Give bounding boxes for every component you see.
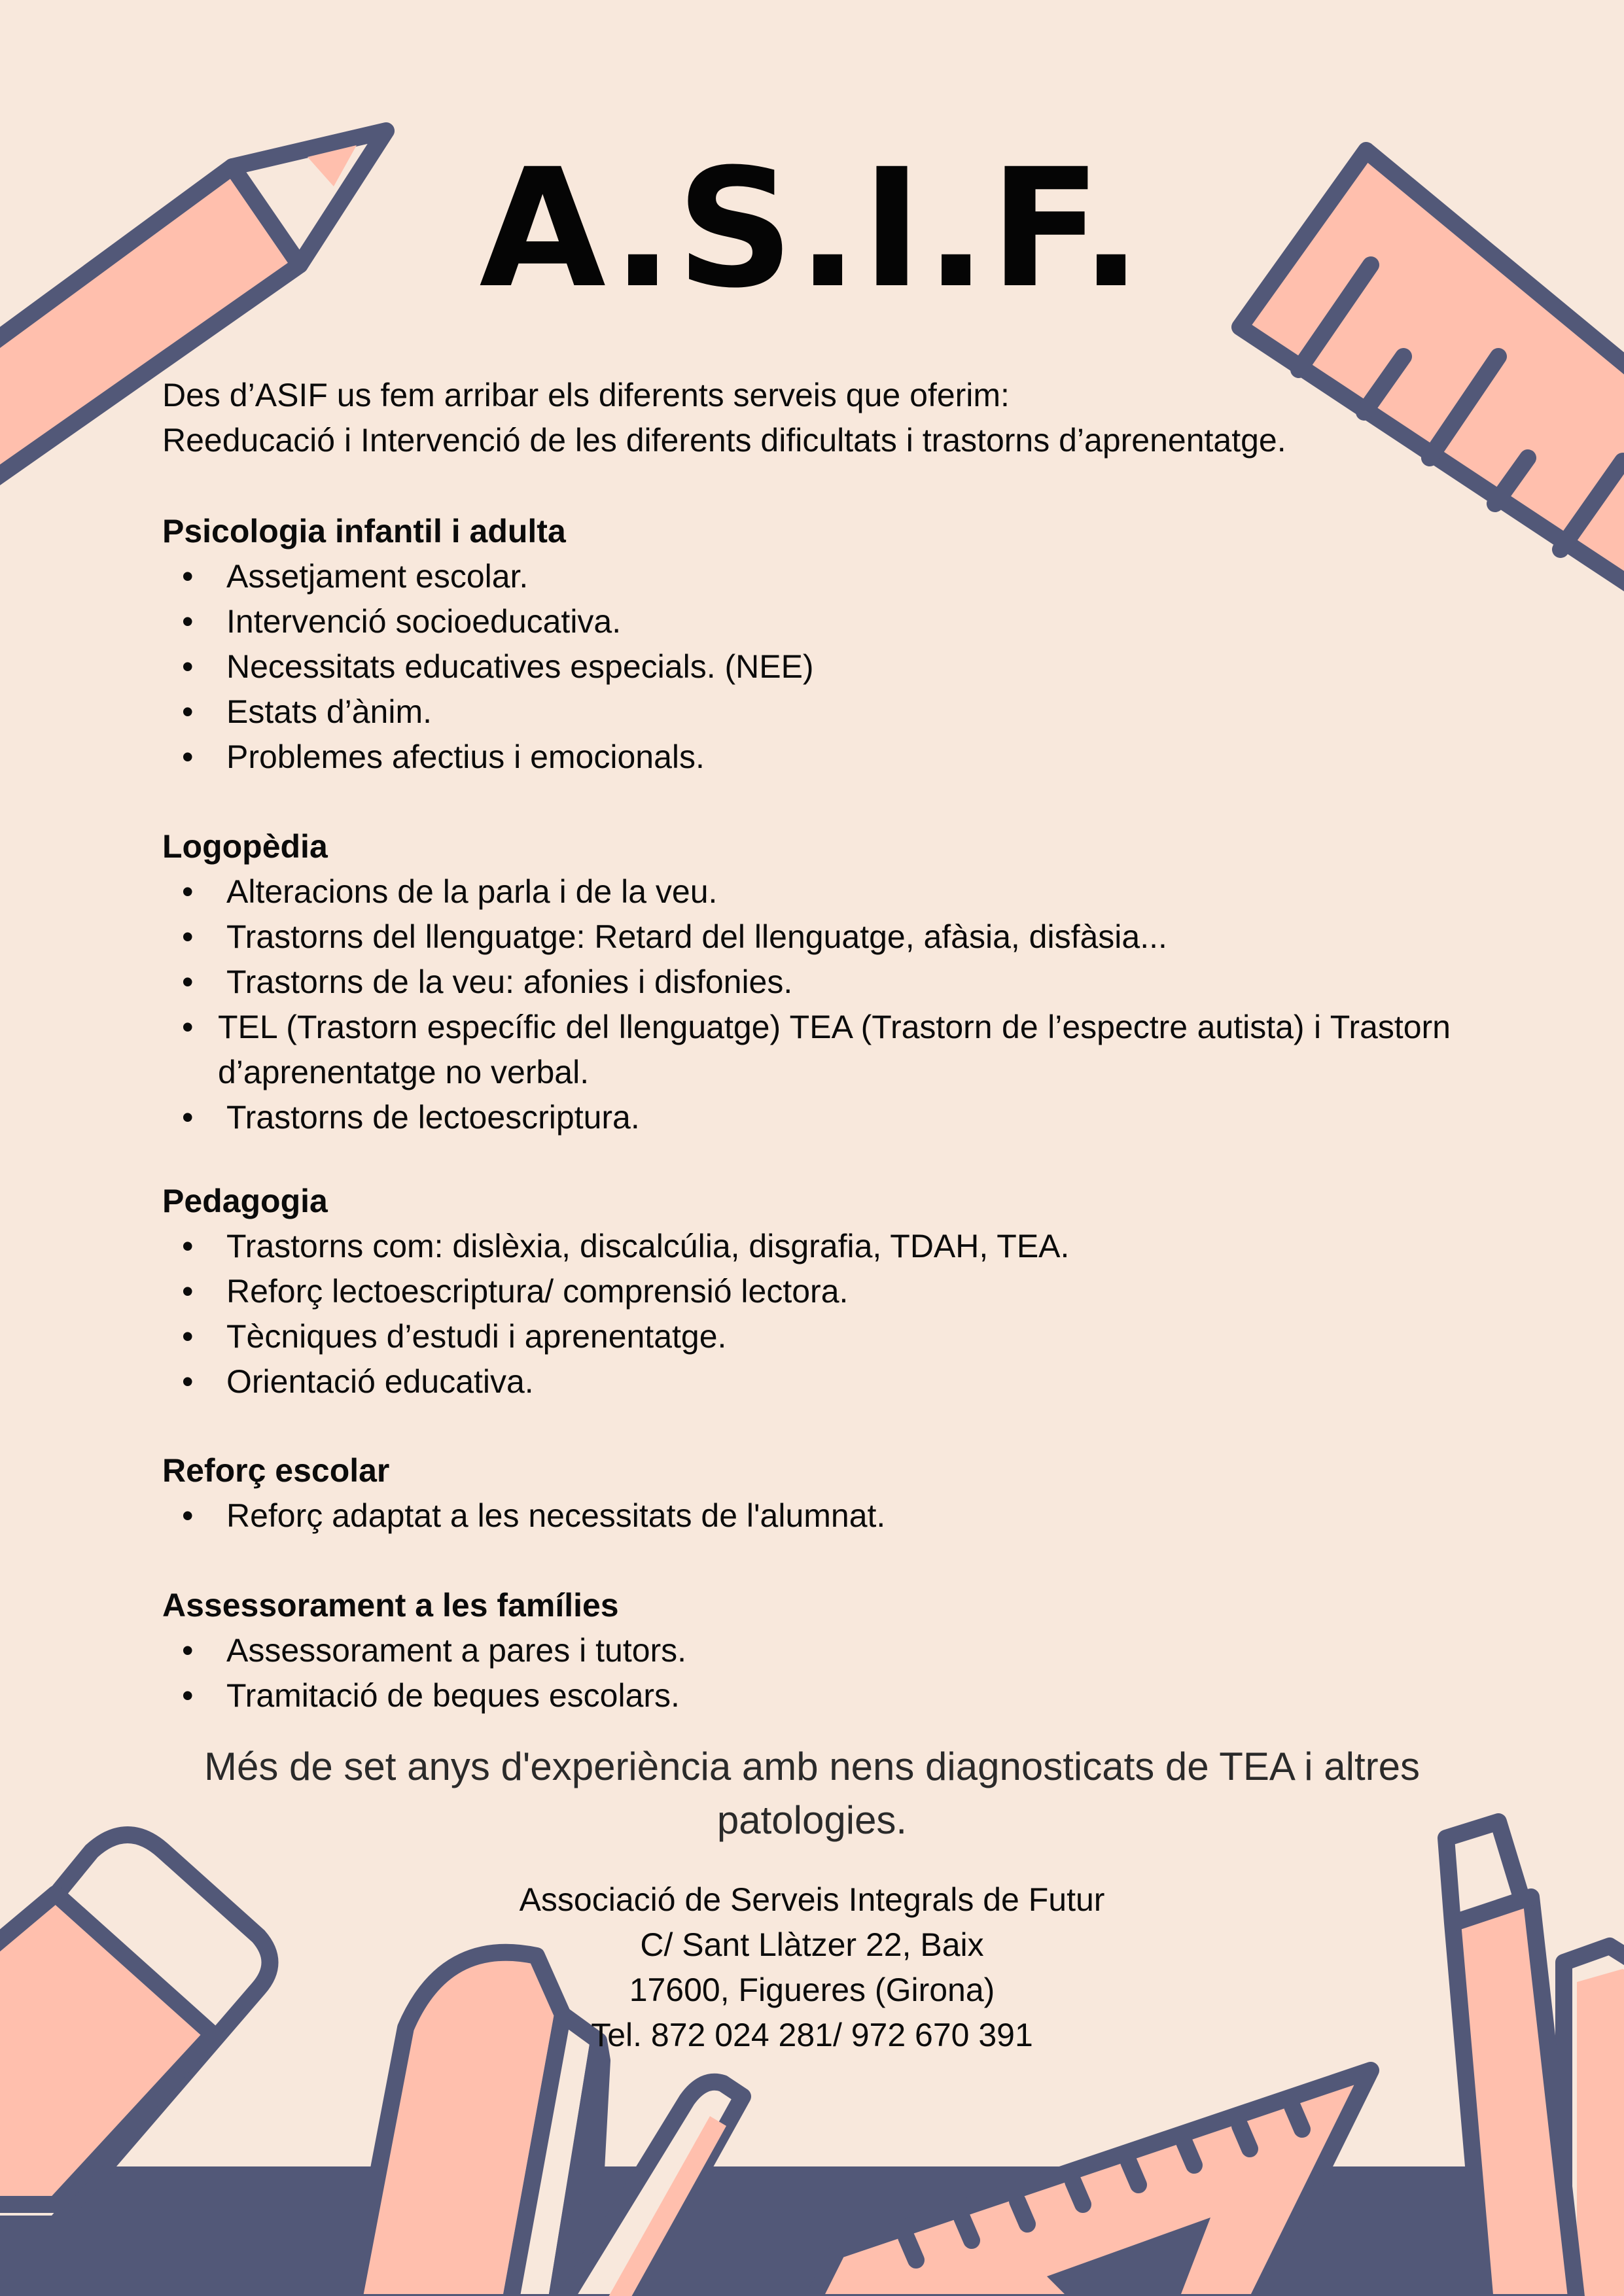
organization-name: Associació de Serveis Integrals de Futur	[519, 1881, 1105, 1918]
bullet-icon: •	[182, 1273, 194, 1310]
section-heading: Reforç escolar	[162, 1452, 390, 1489]
service-list	[162, 554, 1471, 780]
list-item: • Trastorns del llenguatge: Retard del llenguatge, afàsia, disfàsia...	[162, 914, 1471, 960]
experience-tagline	[0, 1740, 1624, 1847]
list-item: • Estats d’ànim.	[162, 689, 1471, 735]
bullet-icon: •	[182, 1632, 194, 1669]
list-item: • Assetjament escolar.	[162, 554, 1471, 599]
section-heading: Assessorament a les famílies	[162, 1587, 619, 1624]
intro-text	[162, 373, 1286, 463]
bullet-icon: •	[182, 1228, 194, 1264]
section-heading: Pedagogia	[162, 1183, 328, 1219]
service-list	[162, 1493, 1471, 1539]
intro-line: Reeducació i Intervenció de les diferents dificultats i trastorns d’aprenentatge.	[162, 422, 1286, 459]
list-item: • Reforç adaptat a les necessitats de l'alumnat.	[162, 1493, 1471, 1539]
phone-numbers: Tel. 872 024 281/ 972 670 391	[591, 2017, 1033, 2053]
contact-address	[0, 1877, 1624, 2058]
bullet-icon: •	[182, 558, 194, 595]
list-item: • Intervenció socioeducativa.	[162, 599, 1471, 644]
street-address: C/ Sant Llàtzer 22, Baix	[640, 1926, 984, 1963]
list-item: • Necessitats educatives especials. (NEE)	[162, 644, 1471, 689]
service-list	[162, 1224, 1471, 1404]
section-logopedia	[162, 824, 1471, 1140]
list-item: • Problemes afectius i emocionals.	[162, 735, 1471, 780]
list-item: • TEL (Trastorn específic del llenguatge) TEA (Trastorn de l’espectre autista) i Trastorn d’aprenentatge no verbal.	[162, 1005, 1451, 1095]
list-item: • Trastorns de lectoescriptura.	[162, 1095, 1471, 1140]
bullet-icon: •	[182, 918, 194, 955]
tagline-line: patologies.	[716, 1798, 908, 1842]
list-item: • Alteracions de la parla i de la veu.	[162, 869, 1471, 914]
list-item: • Reforç lectoescriptura/ comprensió lectora.	[162, 1269, 1471, 1314]
city-address: 17600, Figueres (Girona)	[629, 1972, 995, 2008]
section-psicologia	[162, 509, 1471, 780]
service-list	[162, 1628, 1471, 1718]
bullet-icon: •	[182, 964, 194, 1000]
list-item: • Trastorns com: dislèxia, discalcúlia, disgrafia, TDAH, TEA.	[162, 1224, 1471, 1269]
bullet-icon: •	[182, 1363, 194, 1400]
bullet-icon: •	[182, 1318, 194, 1355]
page-title: A.S.I.F.	[479, 133, 1145, 324]
bullet-icon: •	[182, 693, 194, 730]
list-item: • Tramitació de beques escolars.	[162, 1673, 1471, 1718]
bullet-icon: •	[182, 1497, 194, 1534]
section-pedagogia	[162, 1179, 1471, 1404]
bullet-icon: •	[182, 648, 194, 685]
bullet-icon: •	[182, 603, 194, 640]
section-heading: Psicologia infantil i adulta	[162, 513, 566, 549]
bullet-icon: •	[182, 739, 194, 775]
bullet-icon: •	[182, 1099, 194, 1136]
section-heading: Logopèdia	[162, 828, 328, 865]
list-item: • Assessorament a pares i tutors.	[162, 1628, 1471, 1673]
intro-line: Des d’ASIF us fem arribar els diferents serveis que oferim:	[162, 377, 1010, 413]
section-assessorament	[162, 1583, 1471, 1718]
list-item: • Trastorns de la veu: afonies i disfonies.	[162, 960, 1471, 1005]
bullet-icon: •	[182, 1677, 194, 1714]
tagline-line: Més de set anys d'experiència amb nens diagnosticats de TEA i altres	[203, 1745, 1421, 1788]
section-reforc-escolar	[162, 1448, 1471, 1539]
service-list	[162, 869, 1471, 1140]
bullet-icon: •	[182, 1009, 194, 1045]
list-item: • Tècniques d’estudi i aprenentatge.	[162, 1314, 1471, 1359]
list-item: • Orientació educativa.	[162, 1359, 1471, 1404]
bottom-band	[0, 2166, 1624, 2296]
bullet-icon: •	[182, 873, 194, 910]
